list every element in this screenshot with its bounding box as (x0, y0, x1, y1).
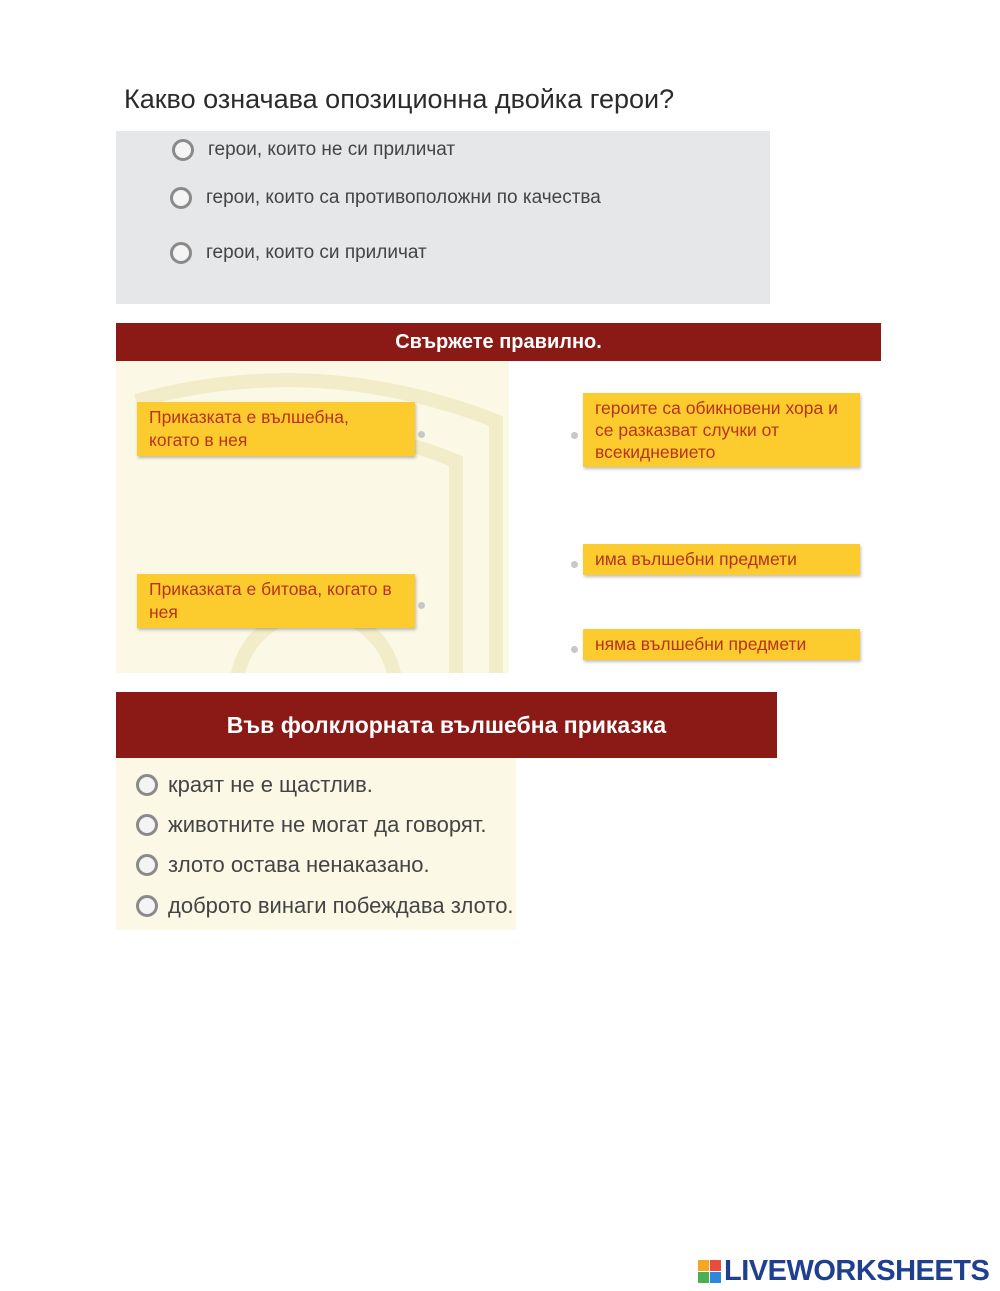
option-label: герои, които не си приличат (208, 139, 456, 160)
question-3-option[interactable] (136, 852, 430, 878)
radio-button-icon[interactable] (170, 242, 192, 264)
logo-square (698, 1260, 709, 1271)
match-right-item[interactable]: има вълшебни предмети (583, 544, 860, 575)
match-left-item[interactable]: Приказката е битова, когато в нея (137, 574, 415, 628)
radio-button-icon[interactable] (172, 139, 194, 161)
radio-button-icon[interactable] (136, 774, 158, 796)
option-label: злото остава ненаказано. (168, 852, 430, 877)
question-3-header: Във фолклорната вълшебна приказка (116, 692, 777, 758)
logo-square (710, 1272, 721, 1283)
logo-square (710, 1260, 721, 1271)
question-3-option[interactable] (136, 772, 373, 798)
question-1-option[interactable] (170, 187, 601, 209)
option-label: доброто винаги побеждава злото. (168, 893, 514, 918)
logo-text: LIVEWORKSHEETS (724, 1255, 990, 1287)
question-2-header: Свържете правилно. (116, 323, 881, 361)
match-left-item[interactable]: Приказката е вълшебна, когато в нея (137, 402, 415, 456)
connector-dot[interactable] (418, 431, 425, 438)
connector-dot[interactable] (418, 602, 425, 609)
match-right-item[interactable]: няма вълшебни предмети (583, 629, 860, 660)
logo-square (698, 1272, 709, 1283)
question-3-option[interactable] (136, 812, 487, 838)
logo-squares-icon (698, 1260, 721, 1283)
match-right-item[interactable]: героите са обикновени хора и се разказват случки от всекидневието (583, 393, 860, 467)
option-label: герои, които са противоположни по качества (206, 187, 601, 208)
radio-button-icon[interactable] (136, 814, 158, 836)
connector-dot[interactable] (571, 561, 578, 568)
radio-button-icon[interactable] (136, 895, 158, 917)
option-label: герои, които си приличат (206, 242, 427, 263)
connector-dot[interactable] (571, 432, 578, 439)
connector-dot[interactable] (571, 646, 578, 653)
option-label: краят не е щастлив. (168, 772, 373, 797)
option-label: животните не могат да говорят. (168, 812, 487, 837)
question-3-option[interactable] (136, 893, 514, 919)
radio-button-icon[interactable] (136, 854, 158, 876)
liveworksheets-logo (698, 1255, 989, 1288)
question-1-options (116, 131, 770, 304)
question-1-title: Какво означава опозиционна двойка герои? (124, 84, 675, 114)
radio-button-icon[interactable] (170, 187, 192, 209)
question-1-option[interactable] (172, 139, 455, 161)
question-1-option[interactable] (170, 242, 427, 264)
